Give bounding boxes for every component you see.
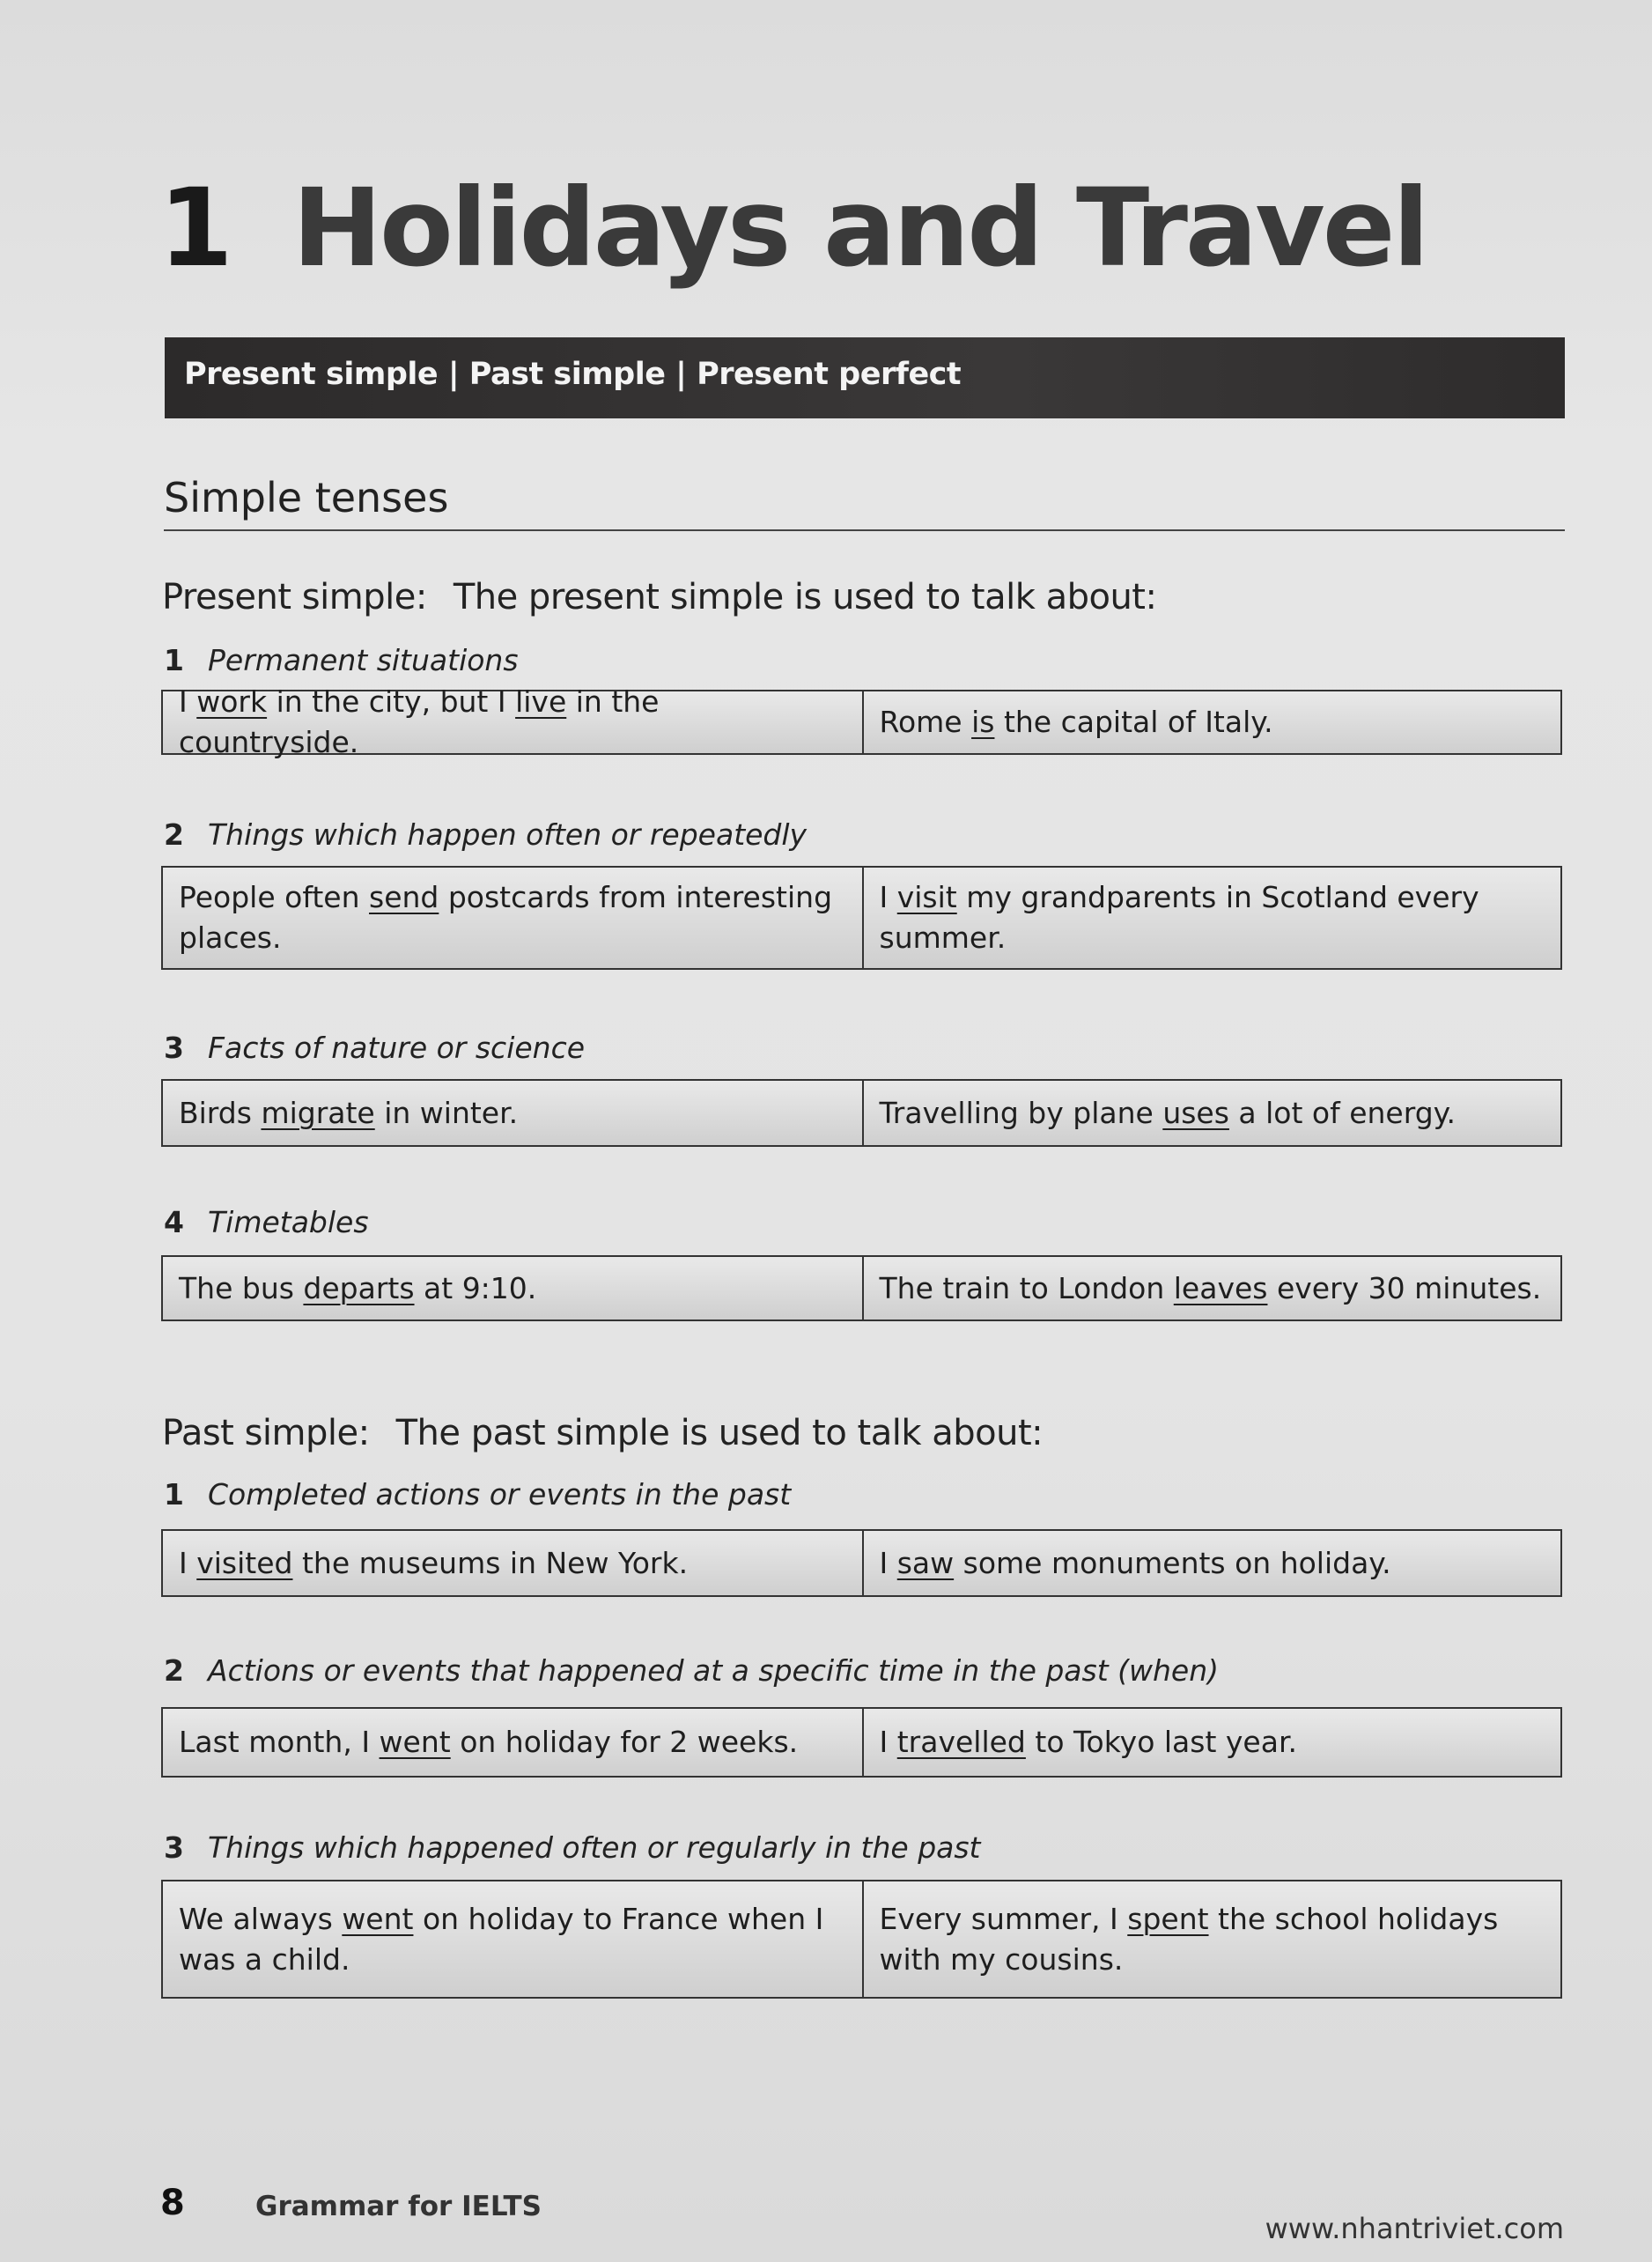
underlined-verb: went [342, 1901, 414, 1936]
tense-intro: The present simple is used to talk about: [453, 577, 1157, 617]
usage-label [164, 1830, 981, 1865]
underlined-verb: saw [896, 1545, 955, 1580]
example-sentence [179, 1543, 688, 1584]
sentence-text: People often [179, 880, 369, 914]
usage-label [164, 1477, 791, 1512]
topics-banner-text: Present simple | Past simple | Present perfect [184, 357, 962, 392]
example-cell [163, 1257, 862, 1320]
usage-number: 4 [164, 1205, 184, 1239]
underlined-verb: visited [196, 1545, 293, 1580]
sentence-text: Last month, I [179, 1725, 380, 1759]
sentence-text: in the city, but I [267, 684, 516, 719]
underlined-verb: spent [1127, 1901, 1209, 1936]
example-cell [163, 1709, 862, 1776]
usage-number: 1 [164, 643, 184, 677]
sentence-text: Every summer, I [879, 1901, 1128, 1936]
example-table [161, 1255, 1562, 1321]
usage-number: 3 [164, 1830, 184, 1865]
past-simple-heading [162, 1413, 1043, 1453]
example-sentence [880, 877, 1545, 958]
underlined-verb: uses [1162, 1095, 1229, 1130]
page-number: 8 [160, 2183, 185, 2223]
book-title: Grammar for IELTS [255, 2191, 542, 2222]
underlined-verb: work [196, 684, 268, 719]
example-sentence [880, 1899, 1545, 1980]
usage-label [164, 1205, 369, 1239]
tense-name: Past simple: [162, 1413, 370, 1453]
sentence-text: a lot of energy. [1228, 1095, 1456, 1130]
example-table [161, 1707, 1562, 1778]
sentence-text: We always [179, 1901, 343, 1936]
usage-number: 2 [164, 1653, 184, 1688]
example-sentence [880, 1543, 1391, 1584]
underlined-verb: migrate [261, 1095, 375, 1130]
underlined-verb: leaves [1173, 1270, 1268, 1305]
usage-number: 2 [164, 817, 184, 852]
sentence-text: in the countryside. [179, 684, 660, 759]
sentence-text: postcards from interesting places. [179, 880, 833, 955]
underlined-verb: visit [896, 880, 957, 914]
sentence-text: every 30 minutes. [1267, 1270, 1542, 1305]
example-sentence [880, 1093, 1456, 1134]
usage-description: Timetables [208, 1205, 369, 1239]
example-table [161, 866, 1562, 970]
sentence-text: on holiday for 2 weeks. [450, 1725, 799, 1759]
sentence-text: I [179, 684, 197, 719]
sentence-text: Birds [179, 1095, 262, 1130]
sentence-text: some monuments on holiday. [954, 1545, 1391, 1580]
underlined-verb: is [971, 705, 995, 739]
underlined-verb: went [379, 1725, 451, 1759]
example-sentence [179, 1093, 518, 1134]
sentence-text: the capital of Italy. [994, 705, 1273, 739]
usage-label [164, 817, 807, 852]
sentence-text: the school holidays with my cousins. [879, 1901, 1499, 1977]
example-cell [163, 684, 862, 759]
example-cell [163, 1531, 862, 1595]
usage-description: Things which happen often or repeatedly [208, 817, 808, 852]
usage-description: Facts of nature or science [208, 1031, 586, 1065]
example-cell [862, 868, 1561, 968]
section-title: Simple tenses [164, 474, 449, 521]
usage-description: Completed actions or events in the past [208, 1477, 792, 1512]
usage-number: 3 [164, 1031, 184, 1065]
example-sentence [880, 1722, 1297, 1763]
present-simple-heading [162, 577, 1156, 617]
sentence-text: on holiday to France when I was a child. [179, 1901, 824, 1977]
example-cell [862, 1257, 1561, 1320]
section-divider [164, 529, 1565, 531]
underlined-verb: send [369, 880, 439, 914]
example-table [161, 1880, 1562, 1999]
example-table [161, 1079, 1562, 1147]
tense-name: Present simple: [162, 577, 427, 617]
sentence-text: to Tokyo last year. [1025, 1725, 1297, 1759]
sentence-text: in winter. [374, 1095, 519, 1130]
example-sentence [179, 877, 846, 958]
sentence-text: The train to London [879, 1270, 1174, 1305]
sentence-text: Rome [879, 705, 972, 739]
example-cell [163, 1881, 862, 1997]
example-sentence [880, 1268, 1542, 1309]
unit-title [159, 166, 1427, 291]
usage-label [164, 643, 519, 677]
example-sentence [179, 682, 846, 763]
sentence-text: I [879, 880, 897, 914]
sentence-text: the museums in New York. [292, 1545, 689, 1580]
underlined-verb: travelled [896, 1725, 1026, 1759]
tense-intro: The past simple is used to talk about: [395, 1413, 1044, 1453]
example-sentence [179, 1268, 536, 1309]
underlined-verb: live [515, 684, 567, 719]
example-cell [163, 868, 862, 968]
example-cell [163, 1081, 862, 1145]
usage-label [164, 1031, 585, 1065]
topics-banner [165, 337, 1565, 418]
sentence-text: I [879, 1545, 897, 1580]
unit-title-text: Holidays and Travel [291, 166, 1427, 291]
sentence-text: Travelling by plane [879, 1095, 1163, 1130]
example-sentence [179, 1722, 798, 1763]
unit-number: 1 [159, 166, 231, 291]
example-sentence [880, 702, 1273, 743]
example-table [161, 1529, 1562, 1597]
sentence-text: I [179, 1545, 197, 1580]
example-cell [862, 691, 1561, 753]
sentence-text: I [879, 1725, 897, 1759]
example-table [161, 684, 1562, 759]
example-cell [862, 1531, 1561, 1595]
sentence-text: at 9:10. [414, 1270, 537, 1305]
usage-description: Actions or events that happened at a specific time in the past (when) [208, 1653, 1220, 1688]
usage-label [164, 1653, 1219, 1688]
example-cell [862, 1881, 1561, 1997]
usage-description: Permanent situations [208, 643, 519, 677]
example-sentence [179, 1899, 846, 1980]
sentence-text: The bus [179, 1270, 304, 1305]
underlined-verb: departs [303, 1270, 415, 1305]
example-cell [862, 1081, 1561, 1145]
example-cell [862, 1709, 1561, 1776]
publisher-url: www.nhantriviet.com [1265, 2212, 1564, 2245]
sentence-text: my grandparents in Scotland every summer. [879, 880, 1479, 955]
usage-number: 1 [164, 1477, 184, 1512]
usage-description: Things which happened often or regularly in the past [208, 1830, 981, 1865]
